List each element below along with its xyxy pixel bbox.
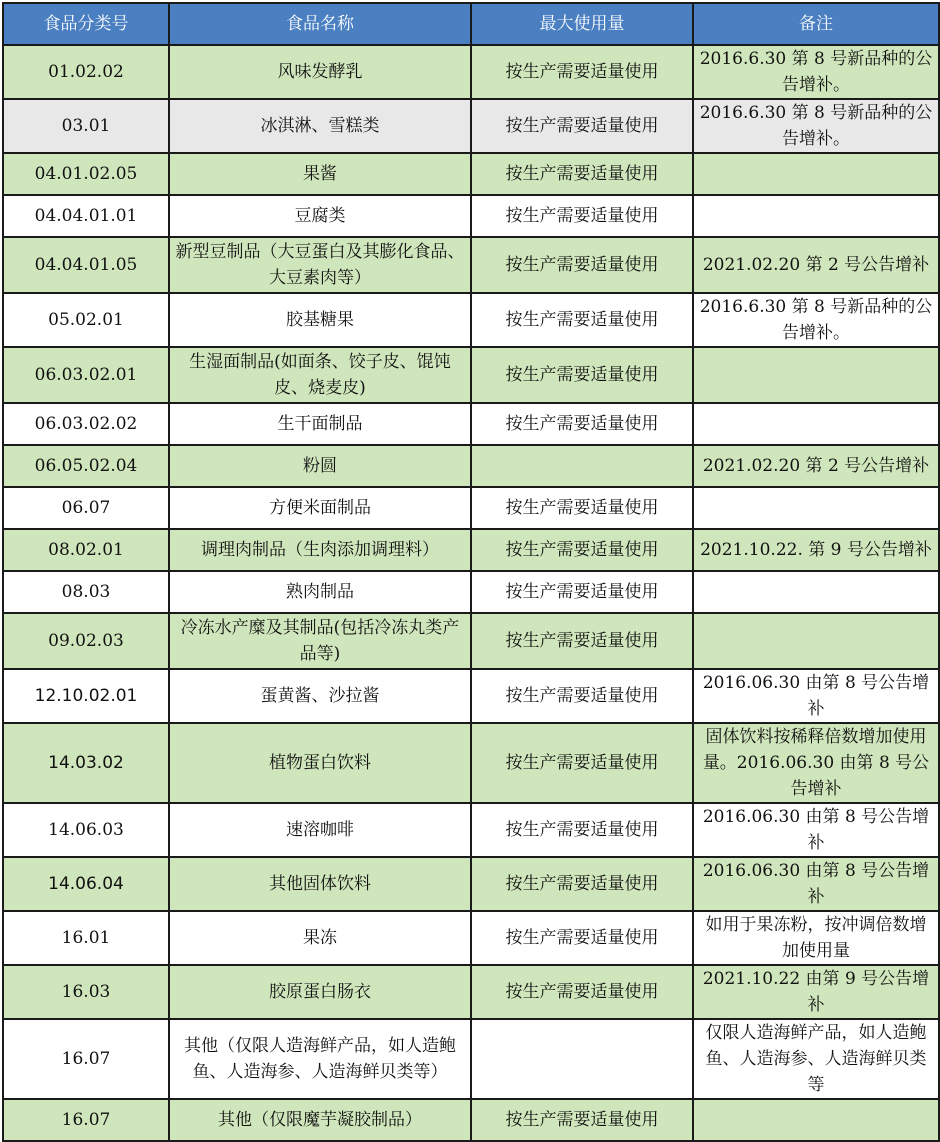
cell-code: 04.01.02.05 [3,153,169,195]
cell-code: 14.06.03 [3,803,169,857]
table-row [3,529,939,571]
table-row [3,723,939,803]
cell-code: 06.05.02.04 [3,445,169,487]
cell-note [693,571,939,613]
table-row [3,911,939,965]
table-row [3,613,939,669]
cell-code: 05.02.01 [3,293,169,347]
table-row [3,487,939,529]
cell-note [693,195,939,237]
cell-name: 胶原蛋白肠衣 [169,965,471,1019]
cell-code: 01.02.02 [3,45,169,99]
cell-note: 2016.06.30 由第 8 号公告增补 [693,669,939,723]
cell-name: 粉圆 [169,445,471,487]
table-row [3,1099,939,1141]
cell-note: 2016.06.30 由第 8 号公告增补 [693,803,939,857]
table-row [3,195,939,237]
cell-name: 调理肉制品（生肉添加调理料） [169,529,471,571]
cell-name: 速溶咖啡 [169,803,471,857]
cell-code: 06.03.02.02 [3,403,169,445]
cell-note [693,1099,939,1141]
cell-name: 豆腐类 [169,195,471,237]
cell-name: 冷冻水产糜及其制品(包括冷冻丸类产品等) [169,613,471,669]
cell-note: 2016.6.30 第 8 号新品种的公告增补。 [693,45,939,99]
cell-max [471,445,693,487]
cell-note: 2021.02.20 第 2 号公告增补 [693,445,939,487]
table-row [3,45,939,99]
table-row [3,857,939,911]
cell-code: 09.02.03 [3,613,169,669]
cell-name: 植物蛋白饮料 [169,723,471,803]
cell-note: 仅限人造海鲜产品，如人造鲍鱼、人造海参、人造海鲜贝类等 [693,1019,939,1099]
cell-code: 16.01 [3,911,169,965]
cell-name: 其他（仅限人造海鲜产品，如人造鲍鱼、人造海参、人造海鲜贝类等） [169,1019,471,1099]
cell-note: 2021.10.22. 第 9 号公告增补 [693,529,939,571]
table-row [3,99,939,153]
cell-note: 2021.10.22 由第 9 号公告增补 [693,965,939,1019]
cell-name: 风味发酵乳 [169,45,471,99]
cell-name: 方便米面制品 [169,487,471,529]
cell-name: 其他固体饮料 [169,857,471,911]
cell-max: 按生产需要适量使用 [471,195,693,237]
cell-name: 其他（仅限魔芋凝胶制品） [169,1099,471,1141]
cell-note [693,403,939,445]
table-row [3,571,939,613]
header-code: 食品分类号 [3,3,169,45]
cell-note [693,153,939,195]
cell-code: 16.03 [3,965,169,1019]
cell-name: 熟肉制品 [169,571,471,613]
cell-name: 果酱 [169,153,471,195]
cell-code: 08.03 [3,571,169,613]
cell-code: 04.04.01.05 [3,237,169,293]
table-row [3,153,939,195]
cell-max: 按生产需要适量使用 [471,45,693,99]
cell-max: 按生产需要适量使用 [471,347,693,403]
cell-max: 按生产需要适量使用 [471,153,693,195]
cell-code: 06.07 [3,487,169,529]
food-additive-table [2,2,940,1142]
header-max-usage: 最大使用量 [471,3,693,45]
cell-code: 08.02.01 [3,529,169,571]
header-note: 备注 [693,3,939,45]
header-row [3,3,939,45]
cell-name: 胶基糖果 [169,293,471,347]
cell-code: 03.01 [3,99,169,153]
cell-name: 生干面制品 [169,403,471,445]
table-row [3,293,939,347]
header-name: 食品名称 [169,3,471,45]
table-row [3,445,939,487]
cell-max: 按生产需要适量使用 [471,803,693,857]
cell-max: 按生产需要适量使用 [471,613,693,669]
table-row [3,803,939,857]
cell-note: 如用于果冻粉，按冲调倍数增加使用量 [693,911,939,965]
cell-code: 12.10.02.01 [3,669,169,723]
cell-max: 按生产需要适量使用 [471,403,693,445]
table-row [3,1019,939,1099]
cell-max [471,1019,693,1099]
cell-max: 按生产需要适量使用 [471,529,693,571]
cell-max: 按生产需要适量使用 [471,293,693,347]
cell-max: 按生产需要适量使用 [471,571,693,613]
cell-note: 2016.06.30 由第 8 号公告增补 [693,857,939,911]
table-row [3,403,939,445]
cell-max: 按生产需要适量使用 [471,965,693,1019]
cell-max: 按生产需要适量使用 [471,911,693,965]
cell-code: 16.07 [3,1019,169,1099]
cell-note [693,613,939,669]
table-row [3,669,939,723]
cell-note [693,487,939,529]
table-row [3,347,939,403]
cell-name: 生湿面制品(如面条、饺子皮、馄饨皮、烧麦皮) [169,347,471,403]
cell-code: 16.07 [3,1099,169,1141]
cell-name: 冰淇淋、雪糕类 [169,99,471,153]
cell-name: 新型豆制品（大豆蛋白及其膨化食品、大豆素肉等） [169,237,471,293]
cell-code: 06.03.02.01 [3,347,169,403]
cell-note: 2021.02.20 第 2 号公告增补 [693,237,939,293]
table-row [3,237,939,293]
cell-note [693,347,939,403]
cell-max: 按生产需要适量使用 [471,487,693,529]
cell-code: 14.06.04 [3,857,169,911]
cell-name: 果冻 [169,911,471,965]
cell-max: 按生产需要适量使用 [471,1099,693,1141]
cell-note: 2016.6.30 第 8 号新品种的公告增补。 [693,99,939,153]
cell-max: 按生产需要适量使用 [471,669,693,723]
cell-max: 按生产需要适量使用 [471,99,693,153]
table-row [3,965,939,1019]
cell-code: 04.04.01.01 [3,195,169,237]
cell-code: 14.03.02 [3,723,169,803]
cell-note: 固体饮料按稀释倍数增加使用量。2016.06.30 由第 8 号公告增补 [693,723,939,803]
cell-note: 2016.6.30 第 8 号新品种的公告增补。 [693,293,939,347]
cell-name: 蛋黄酱、沙拉酱 [169,669,471,723]
cell-max: 按生产需要适量使用 [471,237,693,293]
cell-max: 按生产需要适量使用 [471,857,693,911]
cell-max: 按生产需要适量使用 [471,723,693,803]
